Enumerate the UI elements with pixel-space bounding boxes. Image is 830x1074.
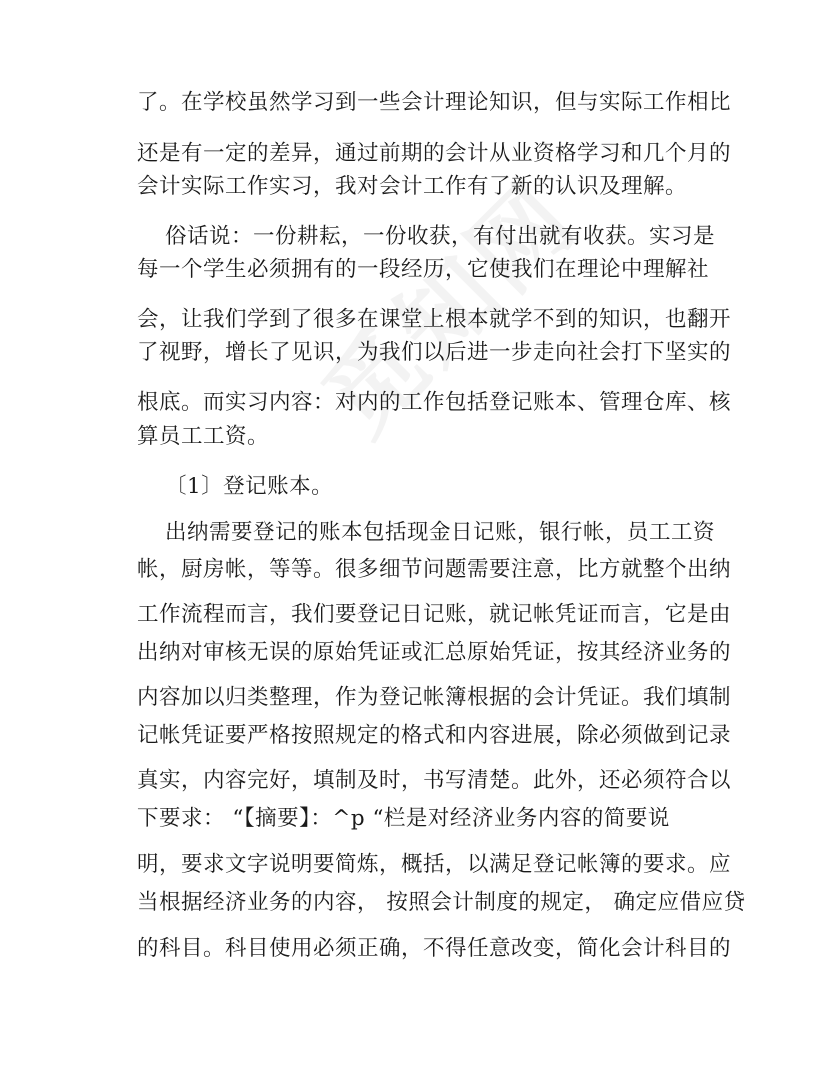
paragraph-line: 还是有一定的差异，通过前期的会计从业资格学习和几个月的 [137, 141, 732, 166]
paragraph-line: 俗话说：一份耕耘，一份收获，有付出就有收获。实习是 [165, 224, 716, 249]
paragraph-line: 真实，内容完好，填制及时，书写清楚。此外，还必须符合以 [137, 768, 732, 793]
paragraph-line: 帐，厨房帐，等等。很多细节问题需要注意，比方就整个出纳 [137, 557, 732, 582]
paragraph-line: 每一个学生必须拥有的一段经历，它使我们在理论中理解社 [137, 257, 710, 282]
paragraph-line: 算员工工资。 [137, 424, 270, 449]
paragraph-line: 下要求： “【摘要】：^p “栏是对经济业务内容的简要说 [137, 806, 670, 831]
paragraph-line: 记帐凭证要严格按照规定的格式和内容进展，除必须做到记录 [137, 723, 732, 748]
paragraph-line: 会，让我们学到了很多在课堂上根本就学不到的知识，也翻开 [137, 307, 732, 332]
paragraph-line: 根底。而实习内容：对内的工作包括登记账本、管理仓库、核 [137, 390, 732, 415]
paragraph-line: 出纳对审核无误的原始凭证或汇总原始凭证，按其经济业务的 [137, 640, 732, 665]
section-heading: 〔1〕登记账本。 [165, 474, 334, 499]
paragraph-line: 明，要求文字说明要简炼，概括，以满足登记帐簿的要求。应 [137, 852, 732, 877]
paragraph-line: 会计实际工作实习，我对会计工作有了新的认识及理解。 [137, 174, 688, 199]
paragraph-line: 了。在学校虽然学习到一些会计理论知识，但与实际工作相比 [137, 90, 732, 115]
paragraph-line: 工作流程而言，我们要登记日记账，就记帐凭证而言，它是由 [137, 602, 732, 627]
paragraph-line: 内容加以归类整理，作为登记帐簿根据的会计凭证。我们填制 [137, 685, 732, 710]
paragraph-line: 出纳需要登记的账本包括现金日记账，银行帐，员工工资 [165, 520, 716, 545]
paragraph-line: 了视野，增长了见识，为我们以后进一步走向社会打下坚实的 [137, 340, 732, 365]
paragraph-line: 的科目。科目使用必须正确，不得任意改变，简化会计科目的 [137, 936, 732, 961]
paragraph-line: 当根据经济业务的内容， 按照会计制度的规定， 确定应借应贷 [137, 890, 746, 915]
